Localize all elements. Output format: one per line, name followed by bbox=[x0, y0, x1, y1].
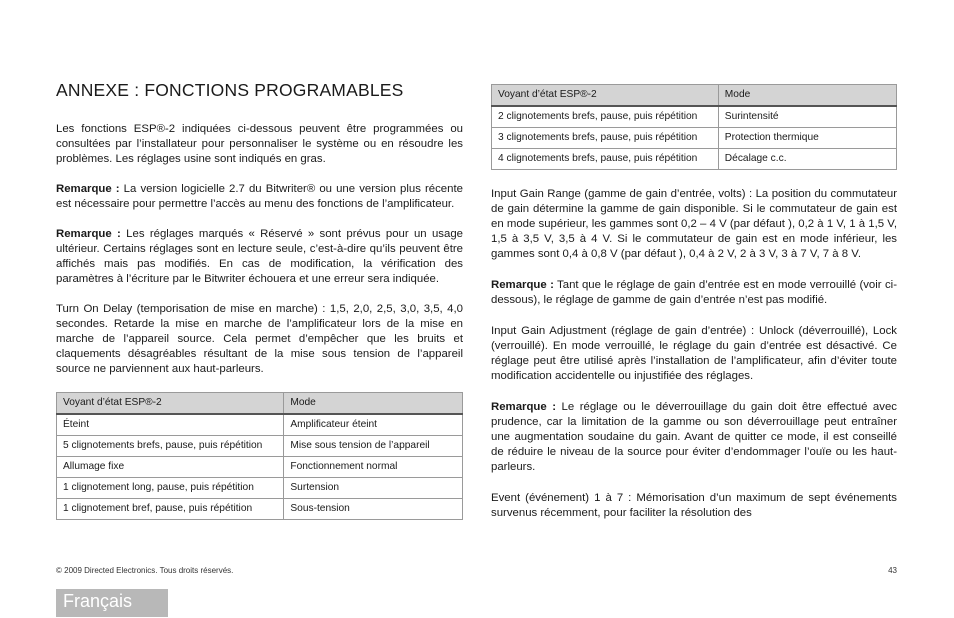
note-reserved-settings bbox=[56, 227, 463, 287]
right-column bbox=[491, 84, 897, 521]
header-led-status: Voyant d’état ESP®-2 bbox=[57, 393, 284, 415]
table-header-row bbox=[492, 85, 897, 107]
table-row bbox=[492, 106, 897, 128]
led-status-cell: 1 clignotement long, pause, puis répétition bbox=[57, 478, 284, 499]
table-row bbox=[57, 457, 463, 478]
copyright-footer: © 2009 Directed Electronics. Tous droits réservés. bbox=[56, 566, 234, 575]
note-text: Le réglage ou le déverrouillage du gain doit être effectué avec prudence, car la limitation de la gamme ou son déverrouillage peut entraîner une augmentation soudaine du gain. Avant de quitter ce mode, il est conseillé de réduire le niveau de la source pour éviter d’endommager l’ouïe ou les haut-parleurs. bbox=[491, 401, 897, 473]
mode-cell: Protection thermique bbox=[718, 128, 896, 149]
table-row bbox=[492, 128, 897, 149]
table-row bbox=[57, 499, 463, 520]
status-led-table-right bbox=[491, 84, 897, 170]
table-row bbox=[57, 414, 463, 436]
mode-cell: Sous-tension bbox=[284, 499, 463, 520]
led-status-cell: 5 clignotements brefs, pause, puis répétition bbox=[57, 436, 284, 457]
table-row bbox=[57, 478, 463, 499]
header-mode: Mode bbox=[284, 393, 463, 415]
left-column bbox=[56, 80, 463, 520]
led-status-cell: Allumage fixe bbox=[57, 457, 284, 478]
led-status-cell: 4 clignotements brefs, pause, puis répétition bbox=[492, 149, 719, 170]
mode-cell: Surintensité bbox=[718, 106, 896, 128]
input-gain-range-paragraph: Input Gain Range (gamme de gain d’entrée, volts) : La position du commutateur de gain détermine la gamme de gain disponible. Si le commutateur de gain est en mode supérieur, les gammes sont 0,2 – 4 V (par défaut ), 0,2 à 1 V, 1 à 1,5 V, 1,5 à 3,5 V, 3,5 à 4 V. Si le commutateur de gain est en mode inférieur, les gammes sont 0,4 à 0,8 V (par défaut ), 0,4 à 2 V, 2 à 3 V, 3 à 7 V, 7 à 8 V. bbox=[491, 188, 897, 260]
table-row bbox=[57, 436, 463, 457]
note-text: Les réglages marqués « Réservé » sont prévus pour un usage ultérieur. Certains réglages sont en lecture seule, c’est-à-dire qu’ils peuvent être affichés mais pas modifiés. En cas de modification, la vérification des paramètres à l’écriture par le Bitwriter échouera et une erreur sera indiquée. bbox=[56, 228, 463, 285]
header-mode: Mode bbox=[718, 85, 896, 107]
led-status-cell: Éteint bbox=[57, 414, 284, 436]
language-tab: Français bbox=[56, 589, 168, 617]
page-number: 43 bbox=[888, 566, 897, 575]
page-title: ANNEXE : FONCTIONS PROGRAMABLES bbox=[56, 80, 404, 100]
input-gain-adjustment-paragraph: Input Gain Adjustment (réglage de gain d’entrée) : Unlock (déverrouillé), Lock (verrouillé). En mode verrouillé, le réglage du gain d’entrée est désactivé. Ce réglage peut être utilisé après l’installation de l’amplificateur, afin d’éviter toute modification accidentelle ou injustifiée des réglages. bbox=[491, 325, 897, 382]
intro-paragraph: Les fonctions ESP®-2 indiquées ci-dessous peuvent être programmées ou consultées par l’installateur pour personnaliser le système ou en résoudre les problèmes. Les réglages usine sont indiqués en gras. bbox=[56, 123, 463, 165]
mode-cell: Mise sous tension de l’appareil bbox=[284, 436, 463, 457]
turn-on-delay-paragraph: Turn On Delay (temporisation de mise en marche) : 1,5, 2,0, 2,5, 3,0, 3,5, 4,0 secondes. Retarde la mise en marche de l’amplificateur lors de la mise en marche de l’appareil source. Cela permet d’empêcher que les bruits et claquements désagréables résultant de la mise sous tension de l’appareil source ne parviennent aux haut-parleurs. bbox=[56, 303, 463, 375]
note-label: Remarque : bbox=[491, 401, 557, 413]
table-header-row bbox=[57, 393, 463, 415]
mode-cell: Amplificateur éteint bbox=[284, 414, 463, 436]
note-gain-locked bbox=[491, 278, 897, 308]
status-led-table-left bbox=[56, 392, 463, 520]
note-label: Remarque : bbox=[56, 228, 121, 240]
table-row bbox=[492, 149, 897, 170]
mode-cell: Surtension bbox=[284, 478, 463, 499]
header-led-status: Voyant d’état ESP®-2 bbox=[492, 85, 719, 107]
note-text: La version logicielle 2.7 du Bitwriter® ou une version plus récente est nécessaire pour permettre l’accès au menu des fonctions de l’amplificateur. bbox=[56, 183, 463, 210]
led-status-cell: 1 clignotement bref, pause, puis répétition bbox=[57, 499, 284, 520]
event-paragraph: Event (événement) 1 à 7 : Mémorisation d’un maximum de sept événements survenus récemment, pour faciliter la résolution des bbox=[491, 492, 897, 519]
mode-cell: Fonctionnement normal bbox=[284, 457, 463, 478]
led-status-cell: 3 clignotements brefs, pause, puis répétition bbox=[492, 128, 719, 149]
mode-cell: Décalage c.c. bbox=[718, 149, 896, 170]
note-label: Remarque : bbox=[56, 183, 120, 195]
note-bitwriter-version bbox=[56, 182, 463, 212]
note-label: Remarque : bbox=[491, 279, 554, 291]
note-text: Tant que le réglage de gain d’entrée est en mode verrouillé (voir ci-dessous), le réglage de gamme de gain d’entrée n’est pas modifié. bbox=[491, 279, 897, 306]
led-status-cell: 2 clignotements brefs, pause, puis répétition bbox=[492, 106, 719, 128]
note-gain-caution bbox=[491, 400, 897, 475]
